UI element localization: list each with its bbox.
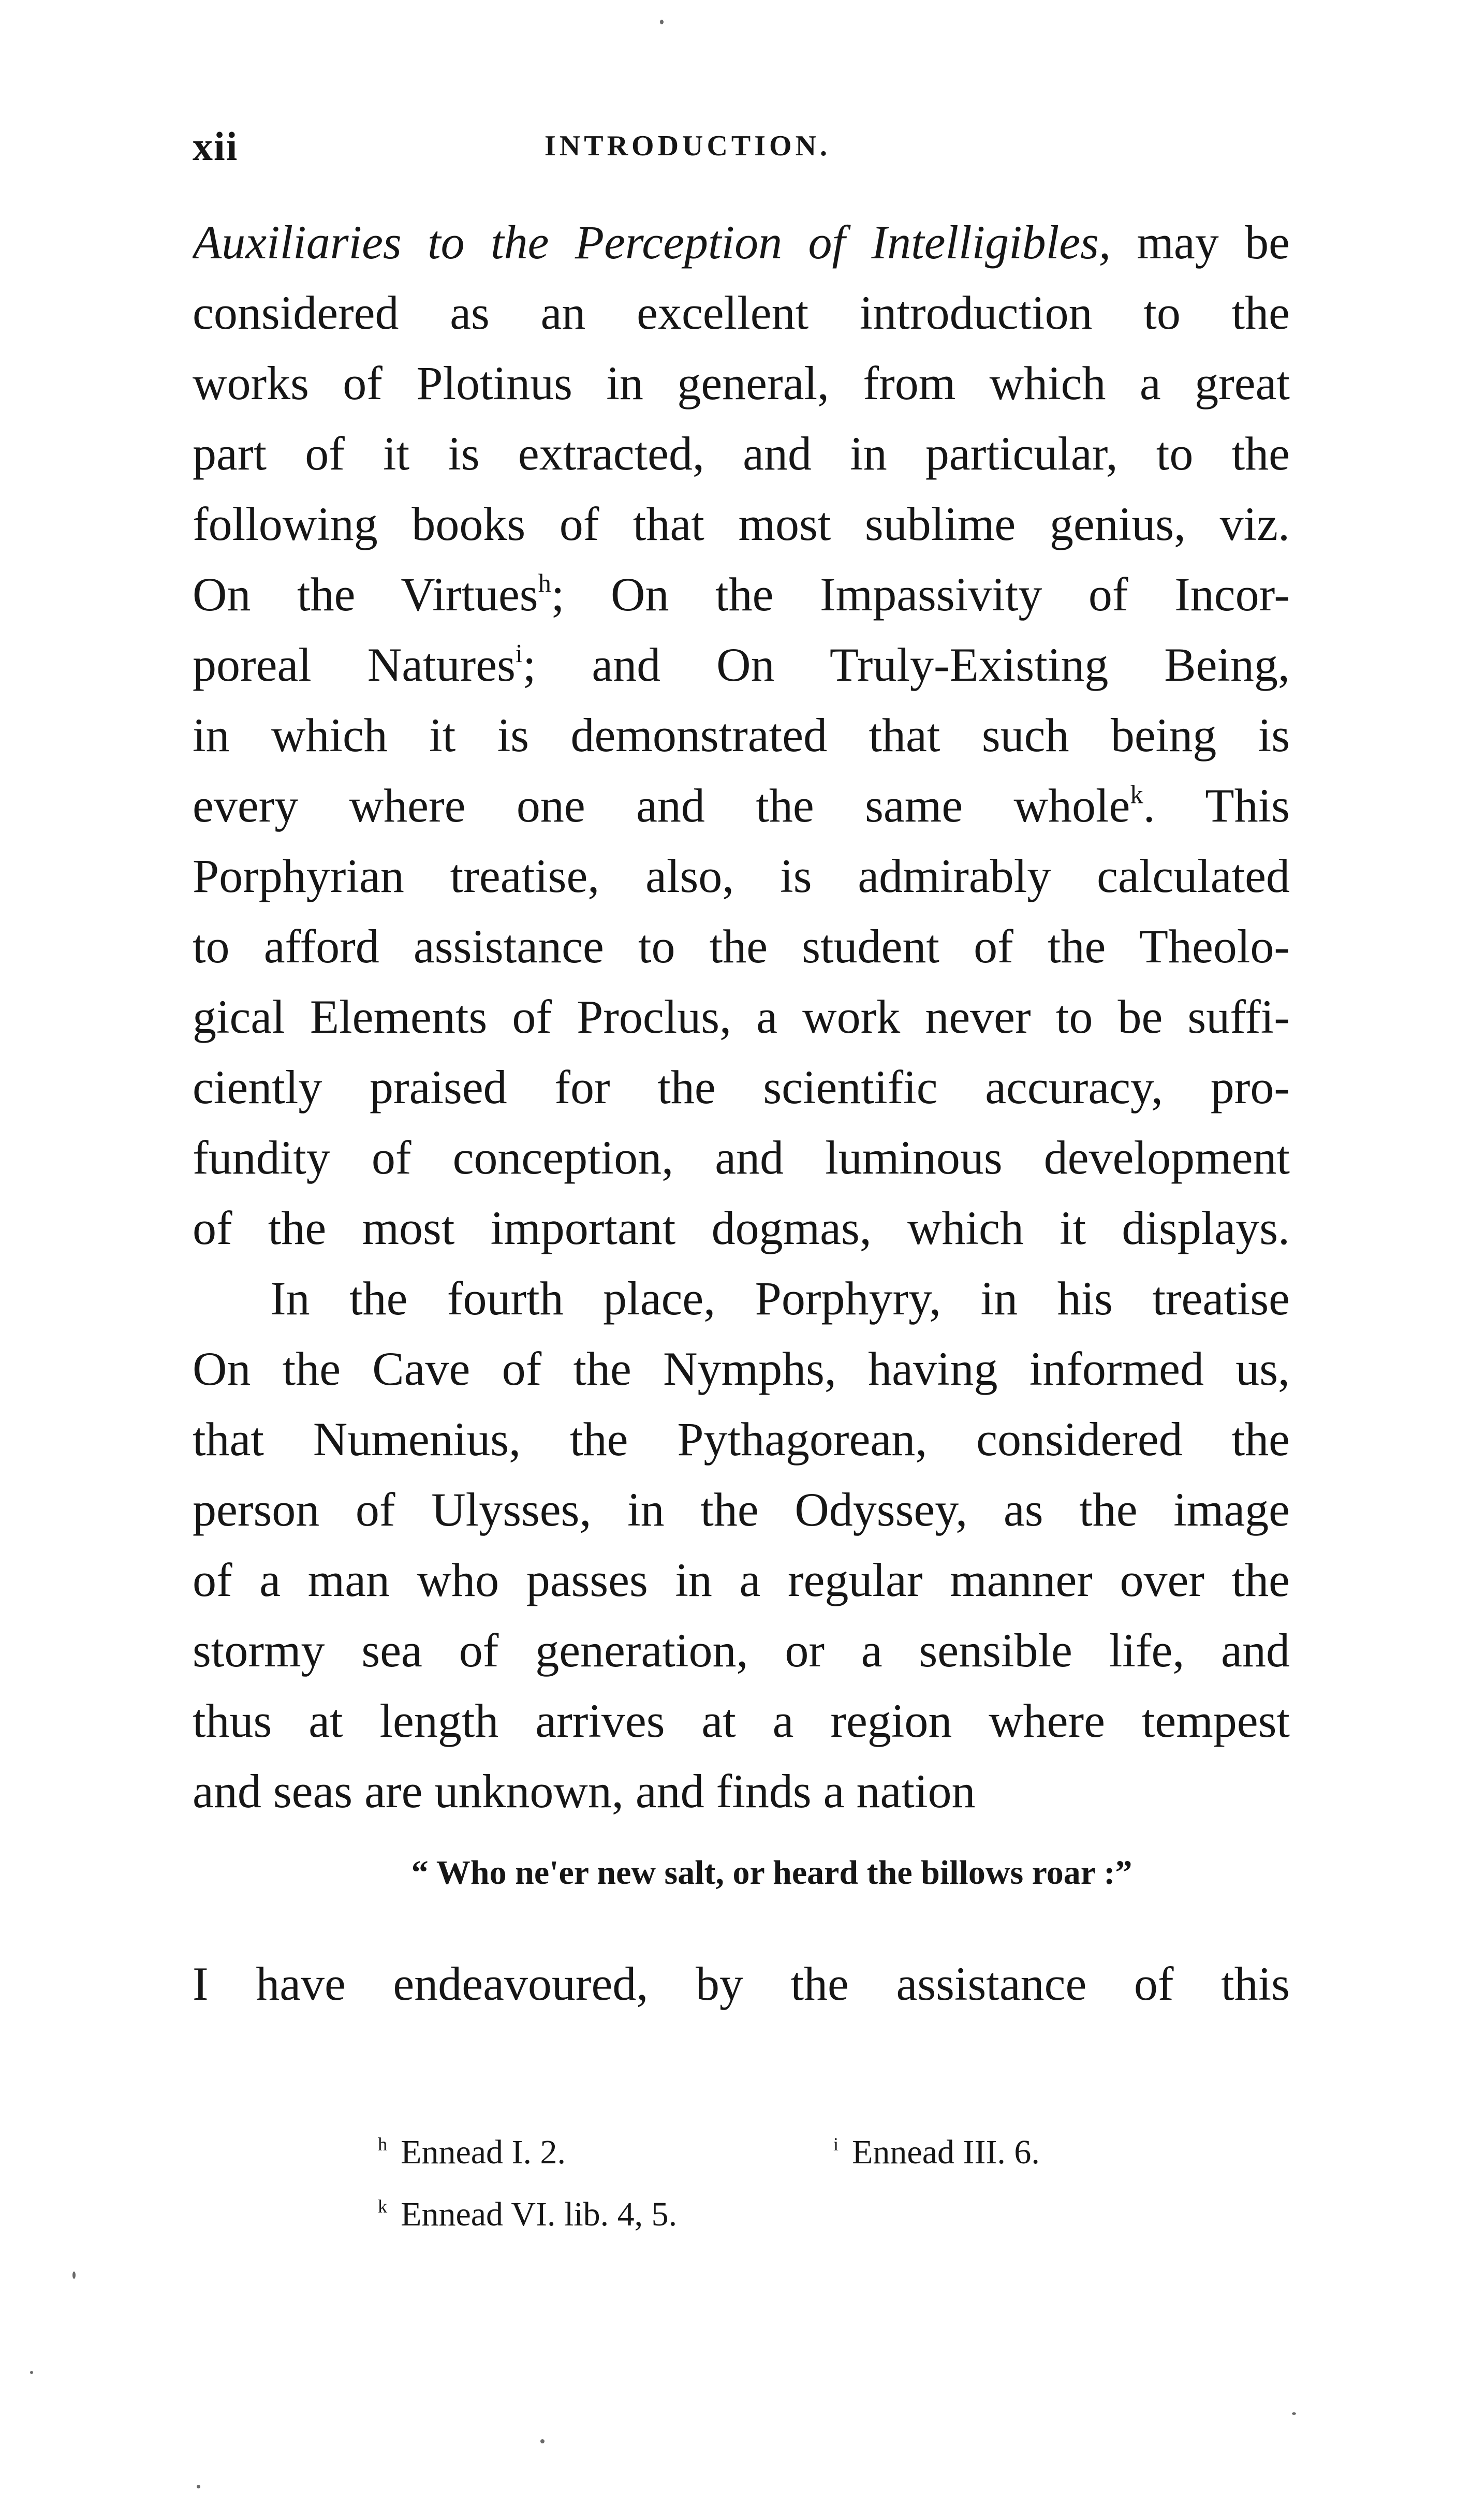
paragraph-start-line: In the fourth place, Porphyry, in his treatise [270, 1272, 1290, 1325]
footnote-i [833, 2133, 1040, 2172]
line-segment: On the Virtues [193, 568, 538, 621]
footnote-mark: k [378, 2195, 388, 2217]
text-line [193, 770, 1290, 841]
scan-speck [30, 2371, 33, 2374]
footnote-text: Ennead III. 6. [852, 2133, 1040, 2171]
page-header [193, 123, 1290, 175]
text-line [193, 559, 1290, 629]
line-segment: . This [1143, 779, 1290, 832]
text-line: ciently praised for the scientific accuracy, pro- [193, 1061, 1290, 1114]
text-line: gical Elements of Proclus, a work never to be suffi- [193, 990, 1290, 1043]
text-line: thus at length arrives at a region where tempest [193, 1694, 1290, 1747]
text-line [193, 207, 1290, 277]
text-line: works of Plotinus in general, from which a great [193, 357, 1290, 409]
text-line: considered as an excellent introduction to the [193, 286, 1290, 339]
text-line: that Numenius, the Pythagorean, considered the [193, 1413, 1290, 1466]
scan-speck [1292, 2412, 1296, 2415]
footnote-text: Ennead VI. lib. 4, 5. [401, 2195, 678, 2233]
text-line: to afford assistance to the student of the Theolo- [193, 920, 1290, 973]
text-line: and seas are unknown, and finds a nation [193, 1765, 976, 1818]
footnote-mark: h [378, 2133, 388, 2155]
text-line: of the most important dogmas, which it displays. [193, 1202, 1290, 1254]
line-segment: may be [1110, 216, 1290, 269]
line-segment: ; On the Impassivity of Incor- [551, 568, 1290, 621]
scan-speck [660, 20, 664, 24]
footnote-mark: i [833, 2133, 839, 2155]
line-segment: every where one and the same whole [193, 779, 1130, 832]
scan-speck [197, 2485, 200, 2488]
text-line: part of it is extracted, and in particular, to the [193, 427, 1290, 480]
verse-quotation: “ Who ne'er new salt, or heard the billows roar :” [411, 1854, 1132, 1892]
text-line: of a man who passes in a regular manner over the [193, 1554, 1290, 1606]
text-line: I have endeavoured, by the assistance of this [193, 1957, 1290, 2010]
text-line: following books of that most sublime genius, viz. [193, 497, 1290, 550]
page-number: xii [193, 124, 239, 169]
line-segment: poreal Natures [193, 638, 516, 691]
text-line: stormy sea of generation, or a sensible life, and [193, 1624, 1290, 1677]
main-text-continued [193, 1948, 1290, 2019]
footnote-text: Ennead I. 2. [401, 2133, 566, 2171]
footnote-ref-i: i [515, 639, 523, 668]
text-line: person of Ulysses, in the Odyssey, as the image [193, 1483, 1290, 1536]
text-line: in which it is demonstrated that such being is [193, 709, 1290, 761]
line-segment: ; and On Truly-Existing Being, [522, 638, 1290, 691]
running-head: INTRODUCTION. [545, 130, 831, 162]
scan-speck [72, 2272, 76, 2279]
italic-title: Auxiliaries to the Perception of Intelligibles, [193, 216, 1111, 269]
footnote-k [378, 2195, 677, 2234]
scan-speck [540, 2439, 545, 2443]
text-line: Porphyrian treatise, also, is admirably calculated [193, 849, 1290, 902]
footnote-ref-k: k [1130, 780, 1143, 809]
text-line [193, 629, 1290, 700]
main-text [193, 207, 1290, 1826]
footnote-ref-h: h [538, 568, 551, 598]
footnote-h [378, 2133, 566, 2172]
text-line: fundity of conception, and luminous development [193, 1131, 1290, 1184]
text-line: On the Cave of the Nymphs, having informed us, [193, 1342, 1290, 1395]
